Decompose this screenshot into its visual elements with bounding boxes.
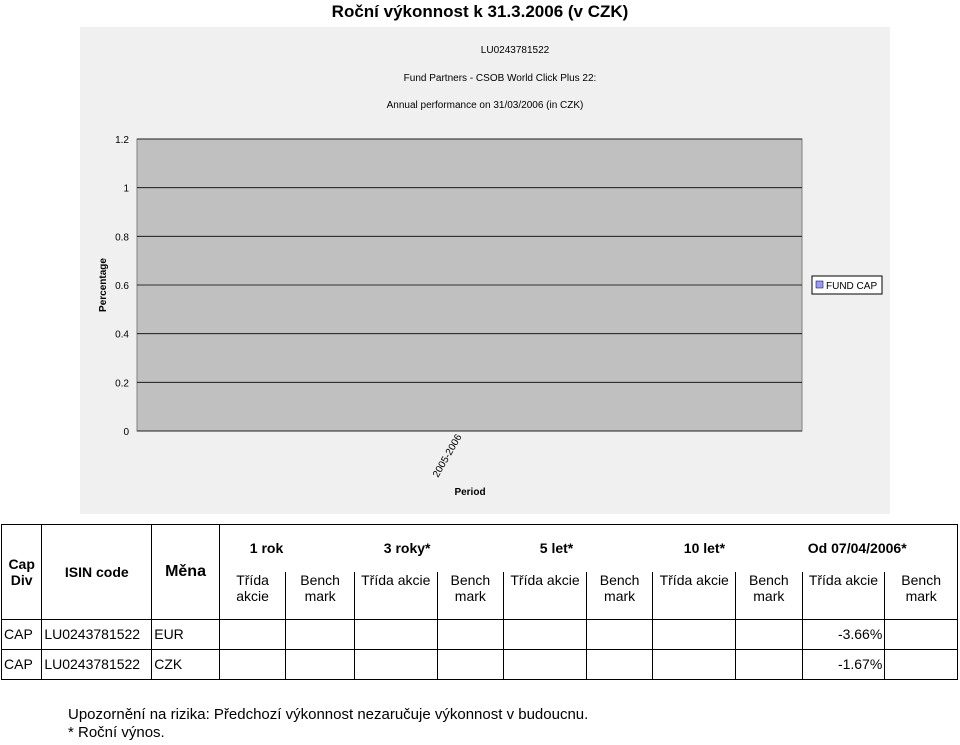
sub-header: Třída akcie xyxy=(504,572,587,619)
cell-empty xyxy=(885,619,958,649)
sub-header: Třída akcie xyxy=(653,572,736,619)
cell-empty xyxy=(354,649,437,679)
cell-since-inception: -3.66% xyxy=(802,619,885,649)
sub-header: Bench mark xyxy=(885,572,958,619)
sub-header: Bench mark xyxy=(586,572,653,619)
x-axis-label: Period xyxy=(454,487,486,498)
col-header-currency: Měna xyxy=(152,525,220,620)
cell-empty xyxy=(437,649,504,679)
cell-empty xyxy=(736,619,803,649)
page-title: Roční výkonnost k 31.3.2006 (v CZK) xyxy=(331,2,629,21)
sub-header: Třída akcie xyxy=(802,572,885,619)
period-label: 5 let* xyxy=(539,540,574,556)
performance-table xyxy=(1,524,958,680)
cell-cap: CAP xyxy=(2,649,42,679)
cell-empty xyxy=(286,649,355,679)
y-tick-label: 0.6 xyxy=(115,281,129,292)
y-tick-labels xyxy=(115,135,129,438)
cell-empty xyxy=(736,649,803,679)
cell-since-inception: -1.67% xyxy=(802,649,885,679)
cell-isin: LU0243781522 xyxy=(42,649,152,679)
sub-header: Třída akcie xyxy=(219,572,286,619)
cell-currency: EUR xyxy=(152,619,220,649)
cell-empty xyxy=(653,649,736,679)
y-tick-label: 0.2 xyxy=(115,378,129,390)
cell-empty xyxy=(885,649,958,679)
cell-cap: CAP xyxy=(2,619,42,649)
performance-chart xyxy=(80,27,890,514)
legend-label: FUND CAP xyxy=(826,281,878,292)
table-header-row xyxy=(2,525,958,573)
y-tick-label: 1 xyxy=(123,183,129,195)
col-header-isin: ISIN code xyxy=(42,525,152,620)
period-label: 1 rok xyxy=(249,540,284,556)
cell-empty xyxy=(219,619,286,649)
footnotes xyxy=(68,706,588,742)
y-tick-label: 0.4 xyxy=(115,329,129,341)
y-tick-label: 0.8 xyxy=(115,232,129,244)
cell-empty xyxy=(437,619,504,649)
sub-header: Bench mark xyxy=(437,572,504,619)
y-tick-label: 1.2 xyxy=(115,135,129,146)
cell-currency: CZK xyxy=(152,649,220,679)
chart-title-line: Fund Partners - CSOB World Click Plus 22: xyxy=(403,73,597,84)
period-label: 10 let* xyxy=(683,540,726,556)
cell-empty xyxy=(586,649,653,679)
chart-title-line: Annual performance on 31/03/2006 (in CZK) xyxy=(386,100,584,111)
risk-warning: Upozornění na rizika: Předchozí výkonnost nezaručuje výkonnost v budoucnu. xyxy=(68,706,589,723)
table-row xyxy=(2,649,958,679)
y-tick-label: 0 xyxy=(123,427,129,438)
cell-empty xyxy=(354,619,437,649)
x-tick-label: 2005-2006 xyxy=(431,432,465,480)
table-row xyxy=(2,619,958,649)
cell-empty xyxy=(586,619,653,649)
cell-empty xyxy=(286,619,355,649)
sub-header: Bench mark xyxy=(736,572,803,619)
cell-empty xyxy=(219,649,286,679)
period-header-cell xyxy=(219,525,957,573)
chart-title-line: LU0243781522 xyxy=(480,45,550,56)
cell-empty xyxy=(504,649,587,679)
annual-yield-footnote: * Roční výnos. xyxy=(68,724,165,741)
legend-swatch xyxy=(816,281,823,288)
sub-header: Třída akcie xyxy=(354,572,437,619)
col-header-cap-div: Cap Div xyxy=(2,525,42,620)
cell-empty xyxy=(653,619,736,649)
cell-isin: LU0243781522 xyxy=(42,619,152,649)
y-axis-label: Percentage xyxy=(98,258,109,312)
cell-empty xyxy=(504,619,587,649)
period-label: Od 07/04/2006* xyxy=(807,540,907,556)
chart-svg xyxy=(80,27,890,514)
sub-header: Bench mark xyxy=(286,572,355,619)
period-label: 3 roky* xyxy=(383,540,431,556)
